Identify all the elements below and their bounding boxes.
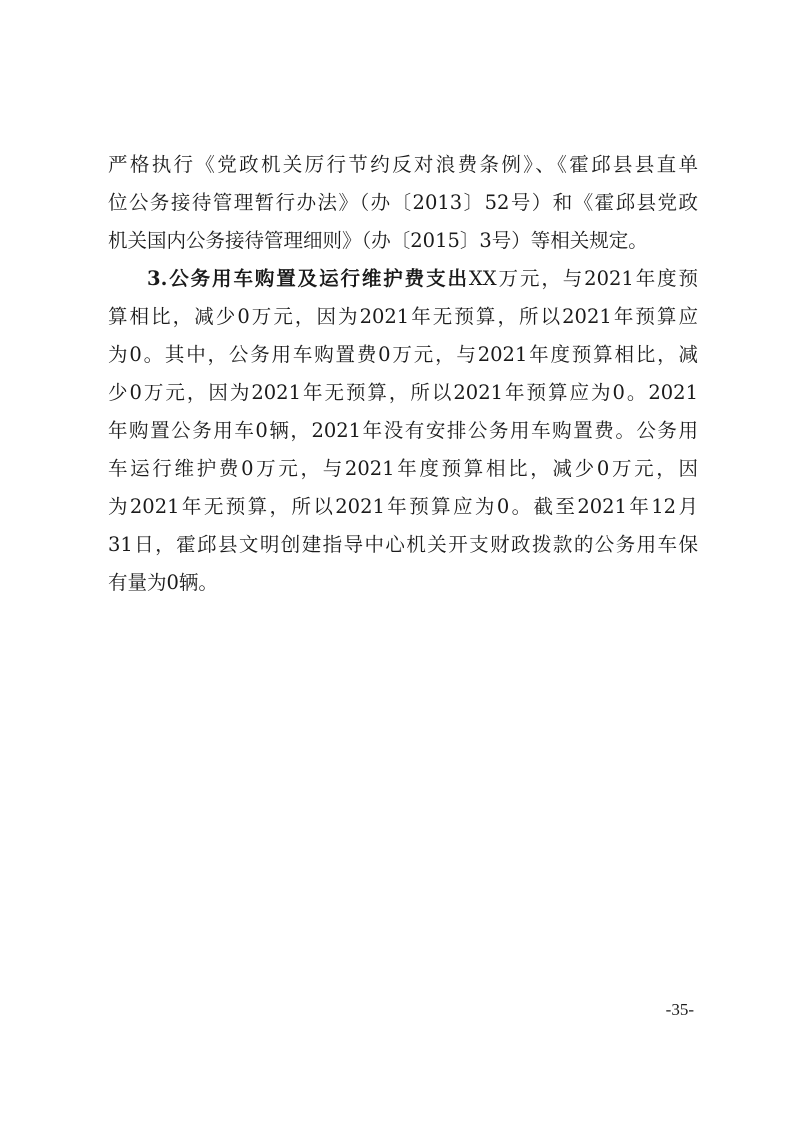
section-3-heading: 3.公务用车购置及运行维护费支出 bbox=[147, 267, 469, 290]
text-line: 位公务接待管理暂行办法》（办〔2013〕52号）和《霍邱县党政 bbox=[108, 191, 698, 214]
section-3-first-line-rest: XX万元，与2021年度预 bbox=[468, 267, 698, 290]
text-line: 车运行维护费0万元，与2021年度预算相比，减少0万元，因 bbox=[108, 457, 698, 480]
text-line: 算相比，减少0万元，因为2021年无预算，所以2021年预算应 bbox=[108, 305, 698, 328]
text-line: 少0万元，因为2021年无预算，所以2021年预算应为0。2021 bbox=[108, 381, 698, 404]
text-line: 31日，霍邱县文明创建指导中心机关开支财政拨款的公务用车保 bbox=[108, 533, 698, 556]
text-line: 为0。其中，公务用车购置费0万元，与2021年度预算相比，减 bbox=[108, 343, 698, 366]
page-number: -35- bbox=[665, 1000, 694, 1019]
text-line: 有量为0辆。 bbox=[108, 571, 218, 594]
text-line: 机关国内公务接待管理细则》（办〔2015〕3号）等相关规定。 bbox=[108, 229, 648, 252]
body-text bbox=[108, 146, 698, 602]
text-line: 年购置公务用车0辆，2021年没有安排公务用车购置费。公务用 bbox=[108, 419, 698, 442]
text-line: 为2021年无预算，所以2021年预算应为0。截至2021年12月 bbox=[108, 495, 698, 518]
text-line: 严格执行《党政机关厉行节约反对浪费条例》、《霍邱县县直单 bbox=[108, 153, 698, 176]
section-3-first-line bbox=[108, 260, 698, 298]
